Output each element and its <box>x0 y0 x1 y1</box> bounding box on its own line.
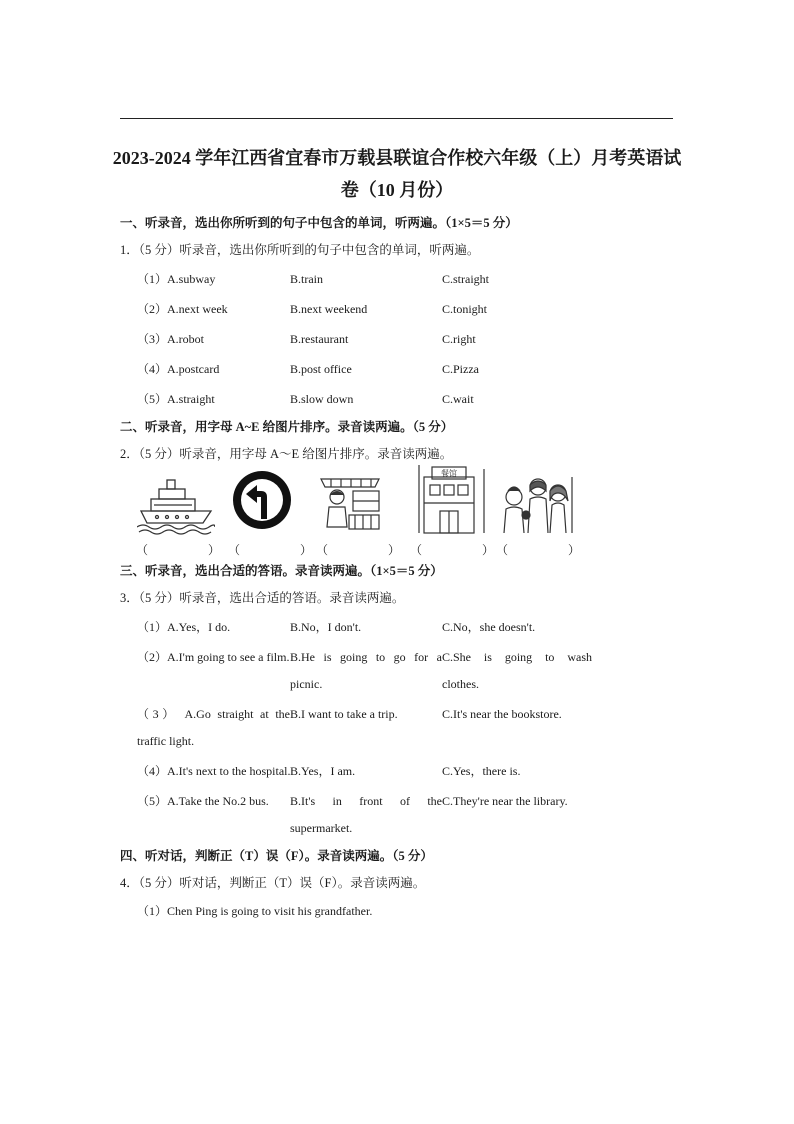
section-1-heading: 一、听录音，选出你所听到的句子中包含的单词，听两遍。（1×5＝5 分） <box>120 216 518 230</box>
q1-row2-option-b: B.next weekend <box>290 302 368 316</box>
q1-row1-option-b: B.train <box>290 272 323 286</box>
picture-1-answer-blank[interactable]: （ ） <box>136 543 221 557</box>
q3-row3-option-c: C.It's near the bookstore. <box>442 707 562 721</box>
q1-row2-option-c: C.tonight <box>442 302 488 316</box>
section-4-heading: 四、听对话，判断正（T）误（F）。录音读两遍。（5 分） <box>120 849 433 863</box>
picture-5-answer-blank[interactable]: （ ） <box>496 543 581 557</box>
q3-row5-option-a: （5）A.Take the No.2 bus. <box>137 794 269 808</box>
q3-row1-option-a: （1）A.Yes，I do. <box>137 620 231 634</box>
question-2-prompt: 2．（5 分）听录音，用字母 A～E 给图片排序。录音读两遍。 <box>120 447 453 461</box>
q3-row3-option-b: B.I want to take a trip. <box>290 707 398 721</box>
restaurant-building-icon <box>418 463 490 535</box>
q3-row2-option-b-line2: picnic. <box>290 677 323 691</box>
q3-row5-option-b-line1: B.It's in front of the <box>290 794 442 808</box>
shop-icon <box>317 469 383 535</box>
q3-row3-option-a-line2: traffic light. <box>137 734 195 748</box>
q3-row5-option-c: C.They're near the library. <box>442 794 568 808</box>
family-icon <box>498 477 574 539</box>
q3-row1-option-c: C.No，she doesn't. <box>442 620 536 634</box>
turn-left-sign-icon <box>231 469 293 531</box>
question-1-prompt: 1．（5 分）听录音，选出你所听到的句子中包含的单词，听两遍。 <box>120 243 480 257</box>
q3-row4-option-b: B.Yes，I am. <box>290 764 356 778</box>
q1-row1-option-c: C.straight <box>442 272 489 286</box>
q1-row4-option-a: （4）A.postcard <box>137 362 220 376</box>
q1-row4-option-c: C.Pizza <box>442 362 479 376</box>
exam-title-line-2: 卷（10 月份） <box>340 180 454 200</box>
q1-row3-option-a: （3）A.robot <box>137 332 204 346</box>
picture-row <box>132 463 580 558</box>
ship-icon <box>137 475 215 535</box>
q3-row4-option-a: （4）A.It's next to the hospital. <box>137 764 291 778</box>
q1-row3-option-b: B.restaurant <box>290 332 349 346</box>
q1-row5-option-b: B.slow down <box>290 392 354 406</box>
svg-text:餐馆: 餐馆 <box>441 469 457 478</box>
q3-row2-option-c-line2: clothes. <box>442 677 479 691</box>
picture-2-answer-blank[interactable]: （ ） <box>228 543 313 557</box>
picture-3-answer-blank[interactable]: （ ） <box>316 543 401 557</box>
q3-row2-option-a: （2）A.I'm going to see a film. <box>137 650 290 664</box>
exam-title-line-1: 2023-2024 学年江西省宜春市万载县联谊合作校六年级（上）月考英语试 <box>112 148 682 168</box>
q1-row1-option-a: （1）A.subway <box>137 272 216 286</box>
picture-4-answer-blank[interactable]: （ ） <box>410 543 495 557</box>
section-2-heading: 二、听录音，用字母 A~E 给图片排序。录音读两遍。（5 分） <box>120 420 454 434</box>
q3-row1-option-b: B.No，I don't. <box>290 620 362 634</box>
q3-row3-option-a-line1: （3） A.Go straight at the <box>137 707 290 721</box>
q3-row2-option-b-line1: B.He is going to go for a <box>290 650 442 664</box>
q1-row3-option-c: C.right <box>442 332 476 346</box>
question-3-prompt: 3．（5 分）听录音，选出合适的答语。录音读两遍。 <box>120 591 405 605</box>
q3-row2-option-c-line1: C.She is going to wash <box>442 650 592 664</box>
q1-row5-option-a: （5）A.straight <box>137 392 215 406</box>
q1-row4-option-b: B.post office <box>290 362 352 376</box>
q4-item-1: （1）Chen Ping is going to visit his grandfather. <box>137 904 373 918</box>
header-rule <box>120 118 673 119</box>
q3-row5-option-b-line2: supermarket. <box>290 821 353 835</box>
section-3-heading: 三、听录音，选出合适的答语。录音读两遍。（1×5＝5 分） <box>120 564 443 578</box>
question-4-prompt: 4．（5 分）听对话，判断正（T）误（F）。录音读两遍。 <box>120 876 426 890</box>
q1-row2-option-a: （2）A.next week <box>137 302 228 316</box>
q1-row5-option-c: C.wait <box>442 392 474 406</box>
q3-row4-option-c: C.Yes，there is. <box>442 764 521 778</box>
